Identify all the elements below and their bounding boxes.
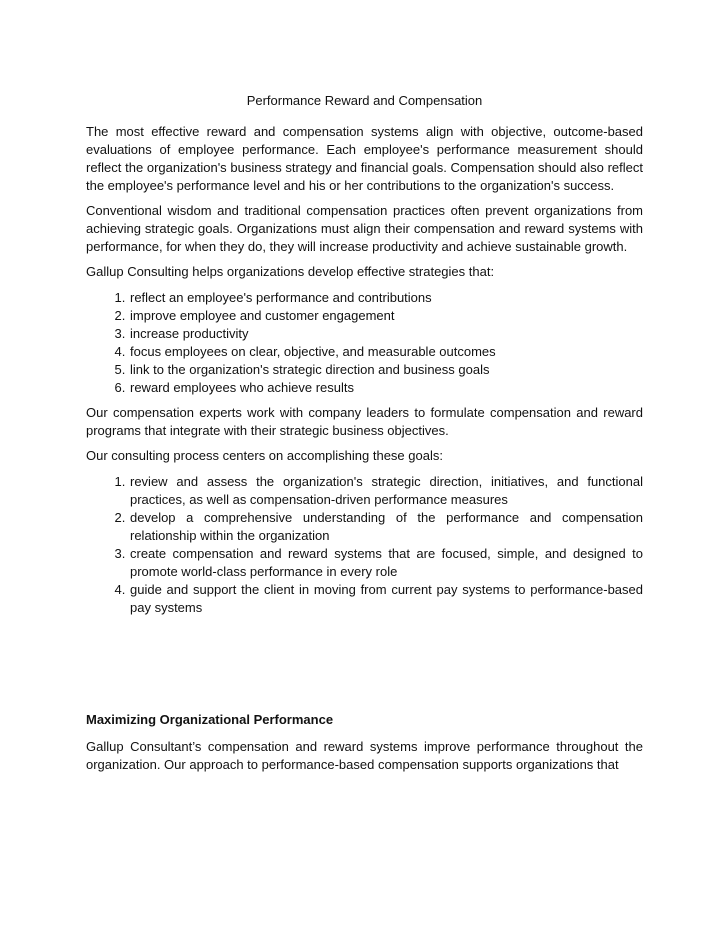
list-item: 6. reward employees who achieve results xyxy=(129,379,643,397)
list-item: 3. increase productivity xyxy=(129,325,643,343)
list-item: 1. review and assess the organization's strategic direction, initiatives, and functional practices, as well as compensation-driven performance measures xyxy=(129,473,643,509)
paragraph-maximizing: Gallup Consultant’s compensation and reward systems improve performance throughout the organization. Our approach to performance-based compensation supports organizations that xyxy=(86,739,643,772)
list-item: 3. create compensation and reward systems that are focused, simple, and designed to promote world-class performance in every role xyxy=(129,545,643,581)
list-item: 2. develop a comprehensive understanding of the performance and compensation relationship within the organization xyxy=(129,509,643,545)
strategies-list xyxy=(86,289,643,397)
section-heading: Maximizing Organizational Performance xyxy=(86,712,334,727)
list-item: 2. improve employee and customer engagement xyxy=(129,307,643,325)
paragraph-goals-lead: Our consulting process centers on accomplishing these goals: xyxy=(86,448,443,463)
paragraph-conventional-wisdom: Conventional wisdom and traditional compensation practices often prevent organizations from achieving strategic goals. Organizations must align their compensation and reward systems with performance, for when they do, they will increase productivity and achieve sustainable growth. xyxy=(86,203,643,254)
list-item: 4. guide and support the client in moving from current pay systems to performance-based pay systems xyxy=(129,581,643,617)
goals-list xyxy=(86,473,643,617)
paragraph-compensation-experts: Our compensation experts work with company leaders to formulate compensation and reward programs that integrate with their strategic business objectives. xyxy=(86,405,643,438)
paragraph-intro: The most effective reward and compensation systems align with objective, outcome-based evaluations of employee performance. Each employee's performance measurement should reflect the organization's business strategy and financial goals. Compensation should also reflect the employee's performance level and his or her contributions to the organization's success. xyxy=(86,124,643,193)
list-item: 4. focus employees on clear, objective, and measurable outcomes xyxy=(129,343,643,361)
document-title: Performance Reward and Compensation xyxy=(246,93,483,108)
paragraph-strategies-lead: Gallup Consulting helps organizations develop effective strategies that: xyxy=(86,264,495,279)
list-item: 5. link to the organization's strategic direction and business goals xyxy=(129,361,643,379)
list-item: 1. reflect an employee's performance and contributions xyxy=(129,289,643,307)
document-body xyxy=(86,92,643,774)
